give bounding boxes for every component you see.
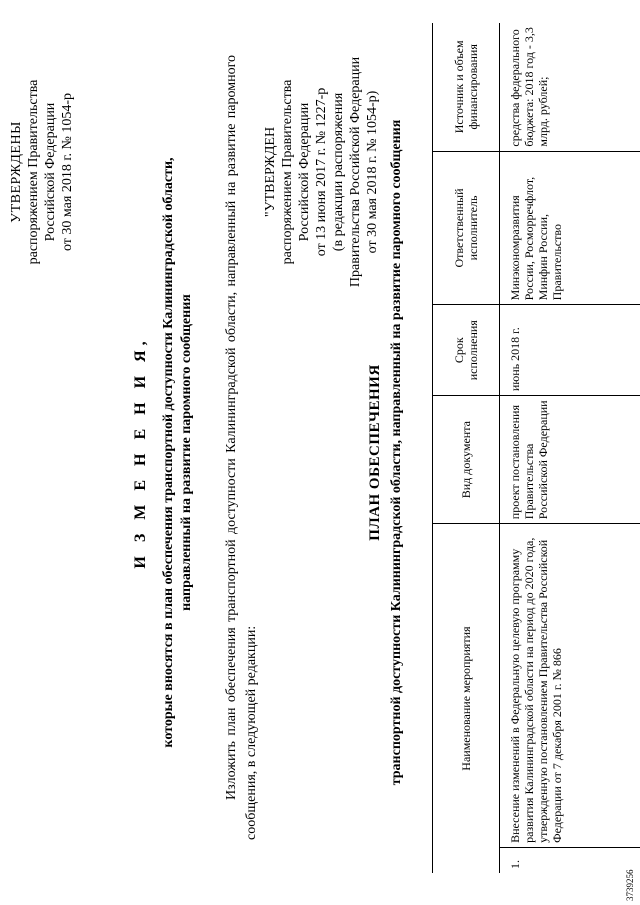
approval-line: от 30 мая 2018 г. № 1054-р [60, 92, 75, 252]
approval-label: УТВЕРЖДЕНЫ [9, 121, 24, 223]
header-deadline: Срок исполнения [433, 305, 500, 396]
header-name: Наименование мероприятия [433, 524, 500, 873]
approval2-line: Правительства Российской Федерации [348, 56, 363, 288]
row-responsible: Минэкономразвития России, Росморречфлот, Минфин России, Правительство [500, 151, 640, 305]
row-name: Внесение изменений в Федеральную целевую программу развития Калининградской области на период до 2020 года, утвержденную постановлением Правительства Российской Федерации от 7 декабря 2001 г. № 866 [500, 524, 640, 848]
table-row [500, 23, 640, 873]
changes-subtitle [160, 60, 196, 845]
document-id: 3739256 [625, 869, 635, 901]
plan-title: ПЛАН ОБЕСПЕЧЕНИЯ [367, 364, 383, 541]
changes-title: И З М Е Н Е Н И Я, [132, 336, 149, 569]
approval2-label: "УТВЕРЖДЕН [263, 126, 278, 218]
approval-line: распоряжением Правительства [26, 79, 41, 265]
header-doc-type: Вид документа [433, 396, 500, 524]
approval2-line: от 30 мая 2018 г. № 1054-р) [365, 90, 380, 254]
row-deadline: июнь 2018 г. [500, 305, 640, 396]
row-doc-type: проект постановления Правительства Российской Федерации [500, 396, 640, 524]
intro-paragraph: Изложить план обеспечения транспортной доступности Калининградской области, направленный на развитие паромного сообщения, в следующей редакции: [224, 55, 259, 840]
changes-subtitle-line: направленный на развитие паромного сообщения [179, 294, 194, 611]
approval2-line: (в редакции распоряжения [331, 92, 346, 252]
header-responsible: Ответственный исполнитель [433, 151, 500, 305]
header-funding: Источник и объем финансирования [433, 23, 500, 151]
approval2-line: распоряжением Правительства [280, 79, 295, 265]
approval2-line: от 13 июня 2017 г. № 1227-р [314, 87, 329, 257]
approval-block-2 [262, 22, 381, 322]
plan-subtitle: транспортной доступности Калининградской области, направленный на развитие паромного сообщения [389, 119, 404, 786]
approval-line: Российской Федерации [43, 102, 58, 242]
row-funding: средства федерального бюджета: 2018 год - 3,3 млрд. рублей; [500, 23, 640, 151]
row-number: 1. [508, 860, 522, 869]
table-header-row [433, 23, 500, 873]
approval-block [8, 22, 76, 322]
changes-subtitle-line: которые вносятся в план обеспечения транспортной доступности Калининградской области, [161, 157, 176, 748]
approval2-line: Российской Федерации [297, 102, 312, 242]
plan-table [432, 23, 640, 873]
